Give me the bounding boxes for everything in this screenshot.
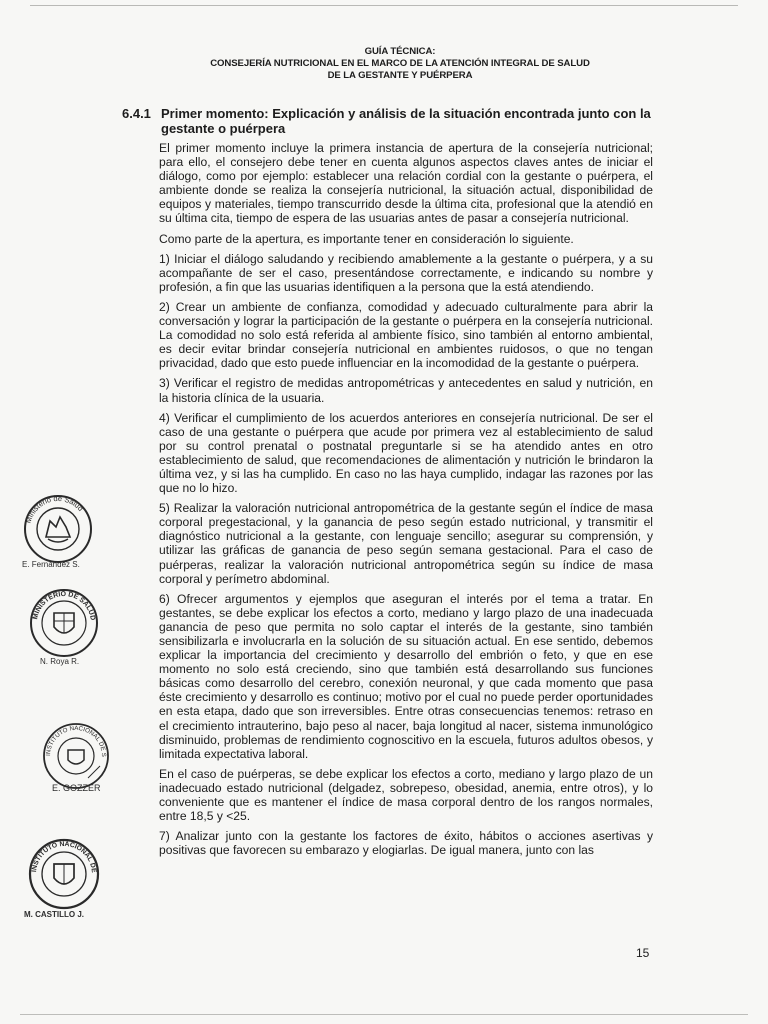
paragraph-lead: Como parte de la apertura, es importante tener en consideración lo siguiente.: [159, 231, 574, 246]
top-rule: [30, 5, 738, 6]
stamp-4-label: M. CASTILLO J.: [24, 910, 84, 919]
stamp-3-label: E. GOZZER: [52, 783, 101, 793]
ministerio-de-salud-shield-seal-icon: [26, 587, 102, 659]
list-item-6: 6) Ofrecer argumentos y ejemplos que aseguran el interés por el tema a tratar. En gestantes, se debe explicar los efectos a corto, mediano y largo plazo de una inadecuada ganancia de peso que permita no solo captar el interés de la gestante, sino también sensibilizarla e involucrarla en la solución de su situación actual. En ese sentido, debemos explicar la importancia del crecimiento y desarrollo del embrión o feto, y que en ese momento no solo está creciendo, sino que también está desarrollando sus funciones básicas como desarrollo del cerebro, conexión neuronal, y que cada momento que pasa éste crecimiento y desarrollo es continuo; motivo por el cual no puede perder oportunidades en esta etapa, dado que son irreversibles. Entre otras consecuencias tenemos: retraso en el crecimiento intrauterino, bajo peso al nacer, baja longitud al nacer, sistema inmunológico disminuido, problemas de rendimiento cognoscitivo en la escuela, futuros adultos obesos, y limitada expectativa laboral.: [159, 591, 653, 761]
header-line-2: CONSEJERÍA NUTRICIONAL EN EL MARCO DE LA ATENCIÓN INTEGRAL DE SALUD: [210, 58, 590, 69]
list-item-1: 1) Iniciar el diálogo saludando y recibiendo amablemente a la gestante o puérpera, y a su acompañante de ser el caso, presentándose correctamente, e indicando su nombre y profesión, a fin que las usuarias identifiquen a la persona que la está atendiendo.: [159, 251, 653, 294]
ministerio-de-salud-seal-icon: [20, 493, 96, 569]
header-line-1: GUÍA TÉCNICA:: [364, 46, 436, 57]
section-title: Primer momento: Explicación y análisis de la situación encontrada junto con la gestante o puérpera: [161, 106, 651, 136]
stamp-3-text: INSTITUTO NACIONAL DE S: [44, 724, 108, 758]
page-number: 15: [636, 946, 650, 960]
header-line-3: DE LA GESTANTE Y PUÉRPERA: [327, 70, 473, 81]
stamp-2-label: N. Roya R.: [40, 657, 80, 666]
document-header: [150, 46, 650, 82]
stamp-1-label: E. Fernández S.: [22, 560, 80, 569]
svg-text:Ministerio de Salud: [24, 494, 86, 524]
list-item-7: 7) Analizar junto con la gestante los factores de éxito, hábitos o acciones asertivas y positivas que favorecen su embarazo y elogiarlas. De igual manera, junto con las: [159, 829, 653, 858]
list-item-5: 5) Realizar la valoración nutricional antropométrica de la gestante según el índice de masa corporal pregestacional, y la ganancia de peso según estado nutricional, y transmitir el diagnóstico nutricional a la gestante, con lenguaje sencillo; asegurar su comprensión, y utilizar las gráficas de ganancia de peso según semana gestacional. Para el caso de puérperas, realizar la valoración nutricional antropométrica según su índice de masa corporal y perímetro abdominal.: [159, 501, 653, 586]
list-item-4: 4) Verificar el cumplimiento de los acuerdos anteriores en consejería nutricional. De ser el caso de una gestante o puérpera que acude por primera vez al establecimiento de salud por su control prenatal o postnatal preguntarle si se ha atendido antes en otro establecimiento de salud, que recomendaciones de alimentación y nutrición le brindaron la última vez, y si las ha cumplido. En caso no las haya cumplido, indagar las razones por las que no lo hizo.: [159, 410, 653, 496]
list-item-2: 2) Crear un ambiente de confianza, comodidad y adecuado culturalmente para abrir la conversación y lograr la participación de la gestante o puérpera en la consejería nutricional. La comodidad no solo está referida al ambiente físico, sino también al entorno ambiental, es decir evitar brindar consejería nutricional en ambientes ruidosos, o que no tengan privacidad, dado que esto puede influenciar en la incomodidad de la gestante o puérpera.: [159, 299, 653, 371]
stamp-2-text: MINISTERIO DE SALUD: [32, 590, 96, 622]
stamp-4-text: INSTITUTO NACIONAL DE: [31, 840, 98, 874]
stamp-1-text: Ministerio de Salud: [23, 493, 86, 525]
paragraph-intro: El primer momento incluye la primera instancia de apertura de la consejería nutricional; para ello, el consejero debe tener en cuenta algunos aspectos claves antes de iniciar el diálogo, como por ejemplo: establecer una relación cordial con la gestante o puérpera, el ambiente donde se realiza la consejería nutricional, la situación actual, disponibilidad de equipos y materiales, tiempo transcurrido desde la última cita, profesional que la atendió en su última cita, tiempo de espera de las usuarias antes de pasar a consejería nutricional.: [159, 141, 653, 226]
body-text: [159, 141, 653, 863]
list-item-3: 3) Verificar el registro de medidas antropométricas y antecedentes en salud y nutrición, en la historia clínica de la usuaria.: [159, 376, 653, 405]
bottom-rule: [20, 1014, 748, 1015]
paragraph-puerperas: En el caso de puérperas, se debe explicar los efectos a corto, mediano y largo plazo de un inadecuado estado nutricional (delgadez, sobrepeso, obesidad, anemia, entre otros), y lo conveniente que es mantener el índice de masa corporal dentro de los rangos normales, entre 18,5 y <25.: [159, 766, 653, 824]
section-number: 6.4.1: [122, 106, 151, 121]
instituto-nacional-de-salud-seal-icon: [24, 836, 108, 912]
